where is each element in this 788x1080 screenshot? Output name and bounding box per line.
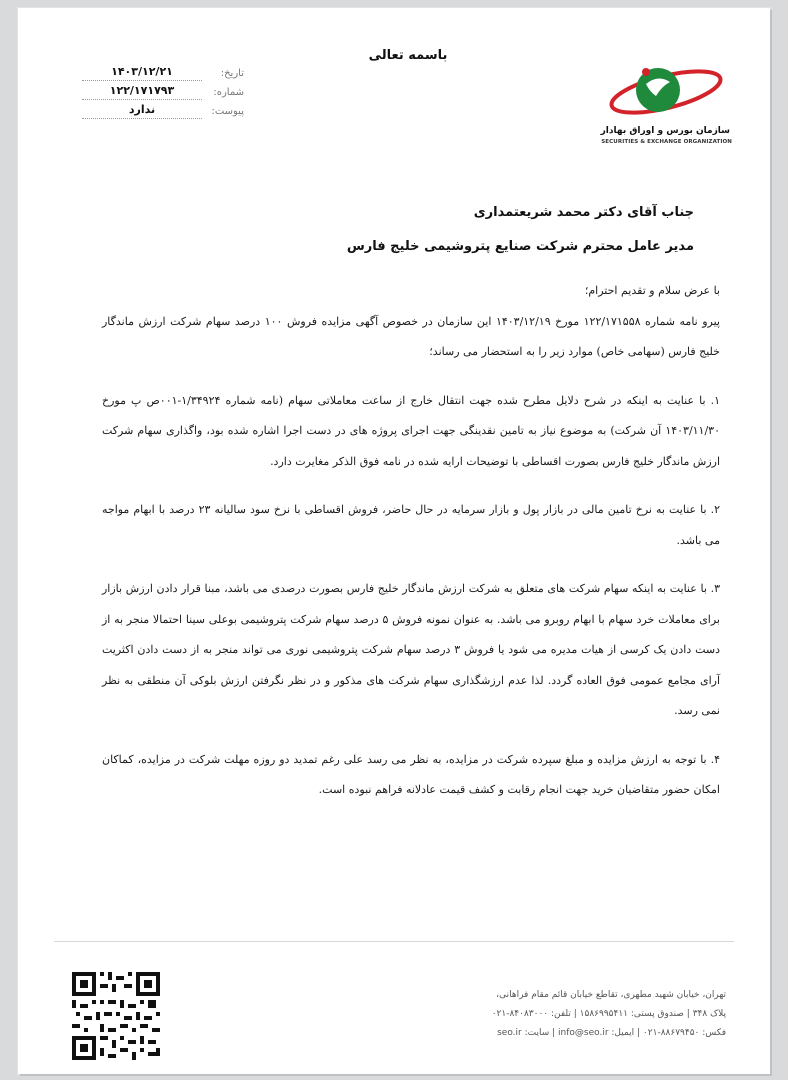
date-label: تاریخ: bbox=[220, 68, 244, 79]
item-3: ۳. با عنایت به اینکه سهام شرکت های متعلق به شرکت ارزش ماندگار خلیج فارس بصورت درصدی می باشد، مبنا قرار دادن ارزش بازار برای معاملات خرد سهام با ابهام روبرو می باشد. به عنوان نمونه فروش ۵ درصد سهام شرکت پتروشیمی بوعلی سینا احتمالا منجر به از دست دادن یک کرسی از هیات مدیره می شود یا فروش ۳ درصد سهام شرکت پتروشیمی نوری می تواند منجر به از دست دادن اکثریت آرای مجامع عمومی فوق العاده گردد. لذا عدم ارزشگذاری سهام شرکت های مذکور و در نظر نگرفتن ارزش بلوکی آن منطقی به نظر نمی رسد. bbox=[102, 582, 720, 717]
letter-metadata bbox=[62, 66, 252, 123]
letter-body bbox=[102, 276, 720, 824]
footer-address-line-2: پلاک ۳۴۸ | صندوق پستی: ۱۵۸۶۹۹۵۴۱۱ | تلفن: ۸۴۰۸۳۰۰۰-۰۲۱ bbox=[491, 1009, 726, 1019]
number-row bbox=[62, 85, 252, 104]
basmala: باسمه تعالی bbox=[368, 48, 448, 63]
footer-address-line-3: فکس: ۸۸۶۷۹۴۵۰-۰۲۱ | ایمیل: info@seo.ir | سایت: seo.ir bbox=[497, 1028, 726, 1038]
qr-code bbox=[70, 970, 162, 1062]
intro-paragraph: پیرو نامه شماره ۱۲۲/۱۷۱۵۵۸ مورخ ۱۴۰۳/۱۲/۱۹ این سازمان در خصوص آگهی مزایده فروش ۱۰۰ درصد سهام شرکت ارزش ماندگار خلیج فارس (سهامی خاص) موارد زیر را به استحضار می رساند؛ bbox=[102, 314, 720, 358]
recipient-name: جناب آقای دکتر محمد شریعتمداری bbox=[473, 205, 694, 220]
date-row bbox=[62, 66, 252, 85]
item-1: ۱. با عنایت به اینکه در شرح دلایل مطرح شده جهت انتقال خارج از ساعت معاملاتی سهام (نامه شماره ۱/۳۴۹۲۴-۰۰۱ص پ مورخ ۱۴۰۳/۱۱/۳۰ آن شرکت) به موضوع نیاز به تامین نقدینگی جهت اجرای پروژه های در دست اجرا اشاره شده بود، واگذاری سهام شرکت ارزش ماندگار خلیج فارس بصورت اقساطی با توضیحات ارایه شده در نامه فوق الذکر مغایرت دارد. bbox=[102, 393, 721, 468]
footer-divider bbox=[54, 941, 734, 942]
footer-address-line-1: تهران، خیابان شهید مطهری، تقاطع خیابان قائم مقام فراهانی، bbox=[496, 990, 726, 1000]
recipient-title: مدیر عامل محترم شرکت صنایع پتروشیمی خلیج فارس bbox=[346, 239, 694, 254]
number-value: ۱۲۲/۱۷۱۷۹۳ bbox=[82, 85, 202, 100]
greeting: با عرض سلام و تقدیم احترام؛ bbox=[584, 284, 720, 297]
number-label: شماره: bbox=[213, 87, 244, 98]
seo-emblem-icon bbox=[606, 56, 726, 126]
attachment-value: ندارد bbox=[82, 104, 202, 119]
red-dot-icon bbox=[642, 68, 650, 76]
letter-page bbox=[18, 8, 770, 1074]
organization-logo bbox=[574, 56, 750, 151]
item-2: ۲. با عنایت به نرخ تامین مالی در بازار پول و بازار سرمایه در حال حاضر، فروش اقساطی با نرخ سود سالیانه ۲۳ درصد با ابهام مواجه می باشد. bbox=[102, 503, 720, 547]
organization-name-en: SECURITIES & EXCHANGE ORGANIZATION bbox=[601, 139, 732, 145]
attachment-row bbox=[62, 104, 252, 123]
qr-code-icon bbox=[70, 970, 162, 1062]
organization-name-fa: سازمان بورس و اوراق بهادار bbox=[600, 126, 730, 136]
attachment-label: پیوست: bbox=[211, 106, 244, 117]
recipient-block bbox=[194, 196, 694, 264]
item-4: ۴. با توجه به ارزش مزایده و مبلغ سپرده شرکت در مزایده، به نظر می رسد علی رغم تمدید دو روزه مهلت شرکت در مزایده، کماکان امکان حضور متقاضیان خرید جهت انجام رقابت و کشف قیمت عادلانه فراهم نبوده است. bbox=[102, 752, 720, 796]
footer-contact bbox=[444, 986, 726, 1043]
date-value: ۱۴۰۳/۱۲/۲۱ bbox=[82, 66, 202, 81]
